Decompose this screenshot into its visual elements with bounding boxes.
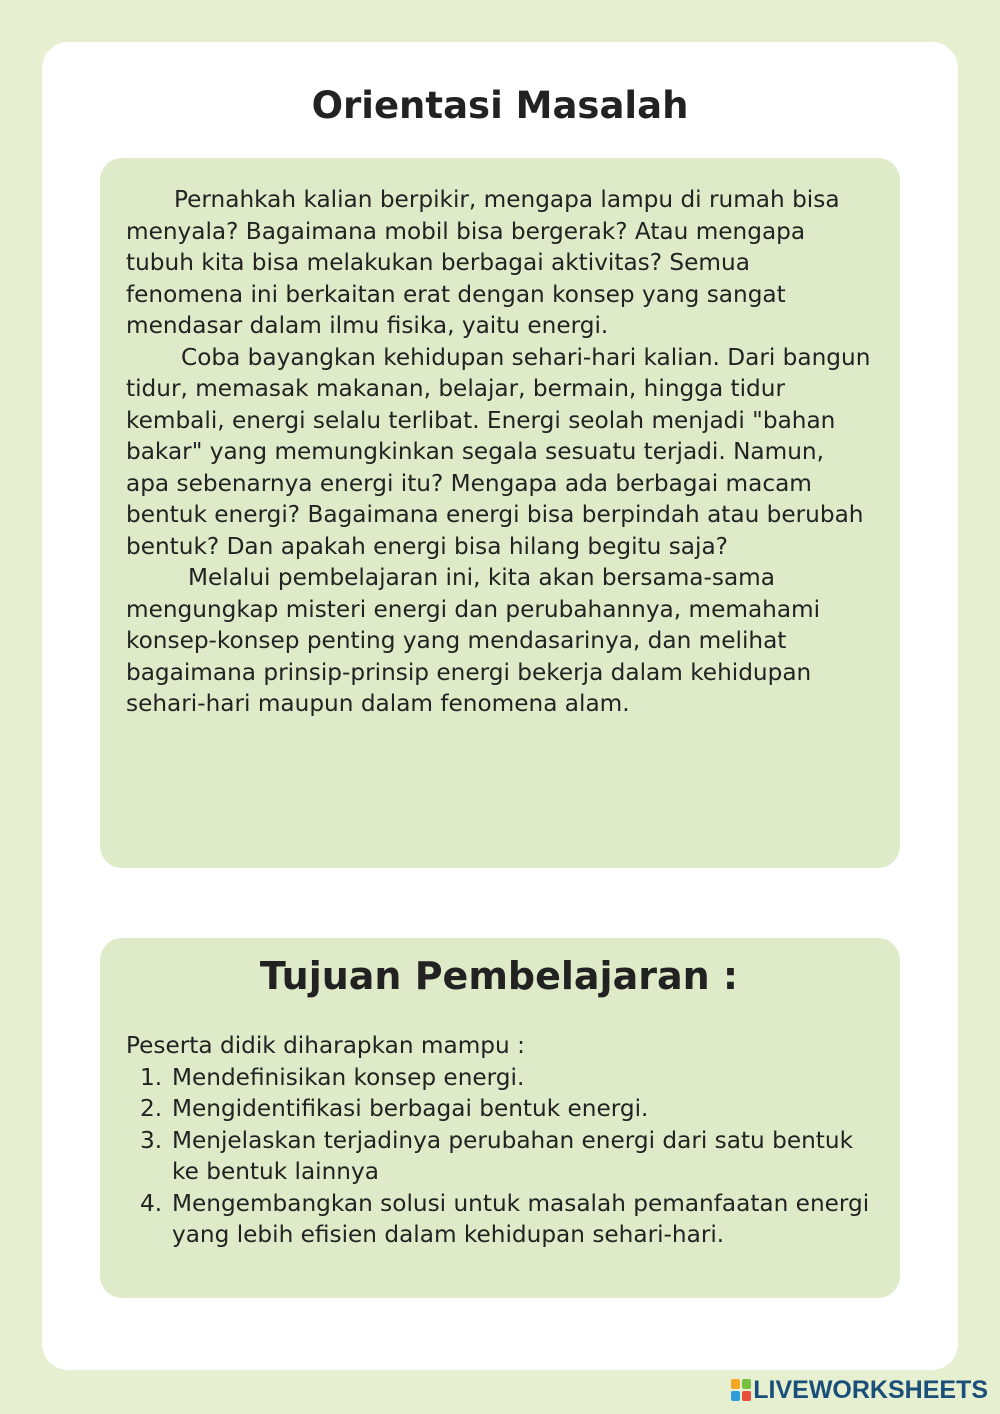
- goal-text: Mendefinisikan konsep energi.: [172, 1063, 525, 1091]
- goal-list: [126, 1062, 872, 1251]
- goal-text: Mengembangkan solusi untuk masalah pemanfaatan energi yang lebih efisien dalam kehidupan sehari-hari.: [172, 1189, 870, 1248]
- tujuan-intro: Peserta didik diharapkan mampu :: [126, 1032, 525, 1059]
- orientasi-paragraph-2: Coba bayangkan kehidupan sehari-hari kalian. Dari bangun tidur, memasak makanan, belajar, bermain, hingga tidur kembali, energi selalu terlibat. Energi seolah menjadi "bahan bakar" yang memungkinkan segala sesuatu terjadi. Namun, apa sebenarnya energi itu? Mengapa ada berbagai macam bentuk energi? Bagaimana energi bisa berpindah atau berubah bentuk? Dan apakah energi bisa hilang begitu saja?: [126, 343, 871, 560]
- goal-item-4: [126, 1188, 872, 1251]
- orientasi-paragraph-3: Melalui pembelajaran ini, kita akan bersama-sama mengungkap misteri energi dan perubahannya, memahami konsep-konsep penting yang mendasarinya, dan melihat bagaimana prinsip-prinsip energi bekerja dalam kehidupan sehari-hari maupun dalam fenomena alam.: [126, 564, 821, 717]
- goal-number: 4.: [140, 1189, 163, 1217]
- logo-text: LIVEWORKSHEETS: [753, 1375, 988, 1404]
- liveworksheets-logo-icon: [731, 1379, 751, 1401]
- tujuan-box: [100, 938, 900, 1298]
- goal-number: 3.: [140, 1126, 163, 1154]
- goal-item-3: [126, 1125, 872, 1188]
- tujuan-title: Tujuan Pembelajaran :: [259, 954, 739, 998]
- goal-text: Mengidentifikasi berbagai bentuk energi.: [172, 1095, 649, 1122]
- orientasi-paragraph-1: Pernahkah kalian berpikir, mengapa lampu di rumah bisa menyala? Bagaimana mobil bisa bergerak? Atau mengapa tubuh kita bisa melakukan berbagai aktivitas? Semua fenomena ini berkaitan erat dengan konsep yang sangat mendasar dalam ilmu fisika, yaitu energi.: [126, 186, 840, 339]
- page-title: Orientasi Masalah: [311, 84, 689, 127]
- goal-text: Menjelaskan terjadinya perubahan energi dari satu bentuk ke bentuk lainnya: [172, 1126, 854, 1185]
- goal-item-1: [126, 1062, 872, 1094]
- goal-number: 1.: [140, 1063, 163, 1091]
- liveworksheets-logo[interactable]: [731, 1373, 988, 1407]
- goal-item-2: [126, 1093, 872, 1125]
- goal-number: 2.: [140, 1095, 163, 1122]
- orientasi-box: [100, 158, 900, 868]
